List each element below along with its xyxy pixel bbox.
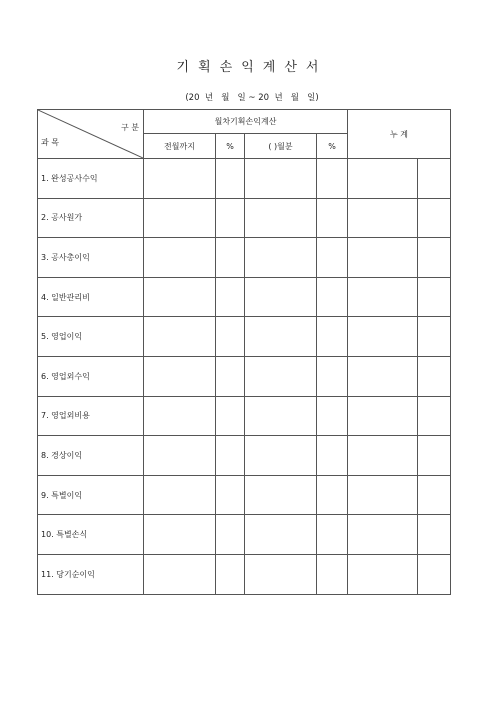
table-row xyxy=(38,198,451,238)
value-cell[interactable] xyxy=(245,436,317,476)
value-cell[interactable] xyxy=(418,198,451,238)
value-cell[interactable] xyxy=(216,515,245,555)
value-cell[interactable] xyxy=(418,475,451,515)
value-cell[interactable] xyxy=(418,515,451,555)
value-cell[interactable] xyxy=(144,396,216,436)
value-cell[interactable] xyxy=(144,436,216,476)
value-cell[interactable] xyxy=(144,198,216,238)
row-label: 5. 영업이익 xyxy=(38,317,144,357)
value-cell[interactable] xyxy=(216,159,245,199)
value-cell[interactable] xyxy=(245,554,317,594)
value-cell[interactable] xyxy=(144,159,216,199)
value-cell[interactable] xyxy=(144,356,216,396)
row-label: 4. 일반관리비 xyxy=(38,277,144,317)
value-cell[interactable] xyxy=(418,396,451,436)
value-cell[interactable] xyxy=(348,159,418,199)
income-statement-table xyxy=(37,109,451,595)
header-this-month: ( )월분 xyxy=(245,134,317,159)
row-label: 6. 영업외수익 xyxy=(38,356,144,396)
value-cell[interactable] xyxy=(144,277,216,317)
row-label: 2. 공사원가 xyxy=(38,198,144,238)
row-label: 9. 특별이익 xyxy=(38,475,144,515)
value-cell[interactable] xyxy=(144,515,216,555)
value-cell[interactable] xyxy=(245,198,317,238)
value-cell[interactable] xyxy=(348,238,418,278)
value-cell[interactable] xyxy=(348,198,418,238)
value-cell[interactable] xyxy=(348,396,418,436)
header-percent-1: % xyxy=(216,134,245,159)
row-label: 1. 완성공사수익 xyxy=(38,159,144,199)
value-cell[interactable] xyxy=(418,277,451,317)
value-cell[interactable] xyxy=(317,277,348,317)
value-cell[interactable] xyxy=(216,238,245,278)
value-cell[interactable] xyxy=(216,198,245,238)
value-cell[interactable] xyxy=(348,475,418,515)
value-cell[interactable] xyxy=(144,475,216,515)
value-cell[interactable] xyxy=(245,159,317,199)
value-cell[interactable] xyxy=(216,317,245,357)
header-percent-2: % xyxy=(317,134,348,159)
value-cell[interactable] xyxy=(245,356,317,396)
value-cell[interactable] xyxy=(418,554,451,594)
table-row xyxy=(38,554,451,594)
value-cell[interactable] xyxy=(144,238,216,278)
table-row xyxy=(38,396,451,436)
value-cell[interactable] xyxy=(245,475,317,515)
row-label: 7. 영업외비용 xyxy=(38,396,144,436)
header-gwamok-label: 과 목 xyxy=(41,138,59,147)
table-row xyxy=(38,475,451,515)
value-cell[interactable] xyxy=(216,277,245,317)
value-cell[interactable] xyxy=(317,317,348,357)
value-cell[interactable] xyxy=(348,356,418,396)
value-cell[interactable] xyxy=(245,277,317,317)
document-title: 기획손익계산서 xyxy=(176,60,328,75)
value-cell[interactable] xyxy=(216,554,245,594)
value-cell[interactable] xyxy=(418,436,451,476)
value-cell[interactable] xyxy=(216,356,245,396)
value-cell[interactable] xyxy=(418,317,451,357)
value-cell[interactable] xyxy=(317,356,348,396)
value-cell[interactable] xyxy=(348,317,418,357)
value-cell[interactable] xyxy=(317,198,348,238)
value-cell[interactable] xyxy=(245,317,317,357)
value-cell[interactable] xyxy=(317,554,348,594)
table-row xyxy=(38,436,451,476)
value-cell[interactable] xyxy=(317,515,348,555)
header-diagonal-cell xyxy=(38,110,144,159)
table-row xyxy=(38,317,451,357)
value-cell[interactable] xyxy=(348,515,418,555)
table-row xyxy=(38,159,451,199)
value-cell[interactable] xyxy=(317,238,348,278)
value-cell[interactable] xyxy=(418,238,451,278)
value-cell[interactable] xyxy=(216,396,245,436)
value-cell[interactable] xyxy=(144,317,216,357)
value-cell[interactable] xyxy=(245,238,317,278)
value-cell[interactable] xyxy=(348,554,418,594)
table-row xyxy=(38,515,451,555)
row-label: 3. 공사총이익 xyxy=(38,238,144,278)
value-cell[interactable] xyxy=(418,356,451,396)
header-row-top xyxy=(38,110,451,134)
value-cell[interactable] xyxy=(144,554,216,594)
header-monthly-group: 월차기획손익계산 xyxy=(144,110,348,134)
header-cumulative: 누 계 xyxy=(348,110,451,159)
value-cell[interactable] xyxy=(348,277,418,317)
table-row xyxy=(38,277,451,317)
table-body xyxy=(38,159,451,595)
value-cell[interactable] xyxy=(245,396,317,436)
row-label: 8. 경상이익 xyxy=(38,436,144,476)
table-row xyxy=(38,238,451,278)
value-cell[interactable] xyxy=(317,475,348,515)
header-prev-month: 전월까지 xyxy=(144,134,216,159)
value-cell[interactable] xyxy=(245,515,317,555)
period-line: (20 년 월 일 ~ 20 년 월 일) xyxy=(185,93,319,103)
value-cell[interactable] xyxy=(216,475,245,515)
value-cell[interactable] xyxy=(317,159,348,199)
value-cell[interactable] xyxy=(317,436,348,476)
row-label: 11. 당기순이익 xyxy=(38,554,144,594)
value-cell[interactable] xyxy=(216,436,245,476)
table-row xyxy=(38,356,451,396)
value-cell[interactable] xyxy=(418,159,451,199)
value-cell[interactable] xyxy=(317,396,348,436)
row-label: 10. 특별손식 xyxy=(38,515,144,555)
header-gubun-label: 구 분 xyxy=(121,123,139,132)
value-cell[interactable] xyxy=(348,436,418,476)
diagonal-line xyxy=(38,110,143,158)
